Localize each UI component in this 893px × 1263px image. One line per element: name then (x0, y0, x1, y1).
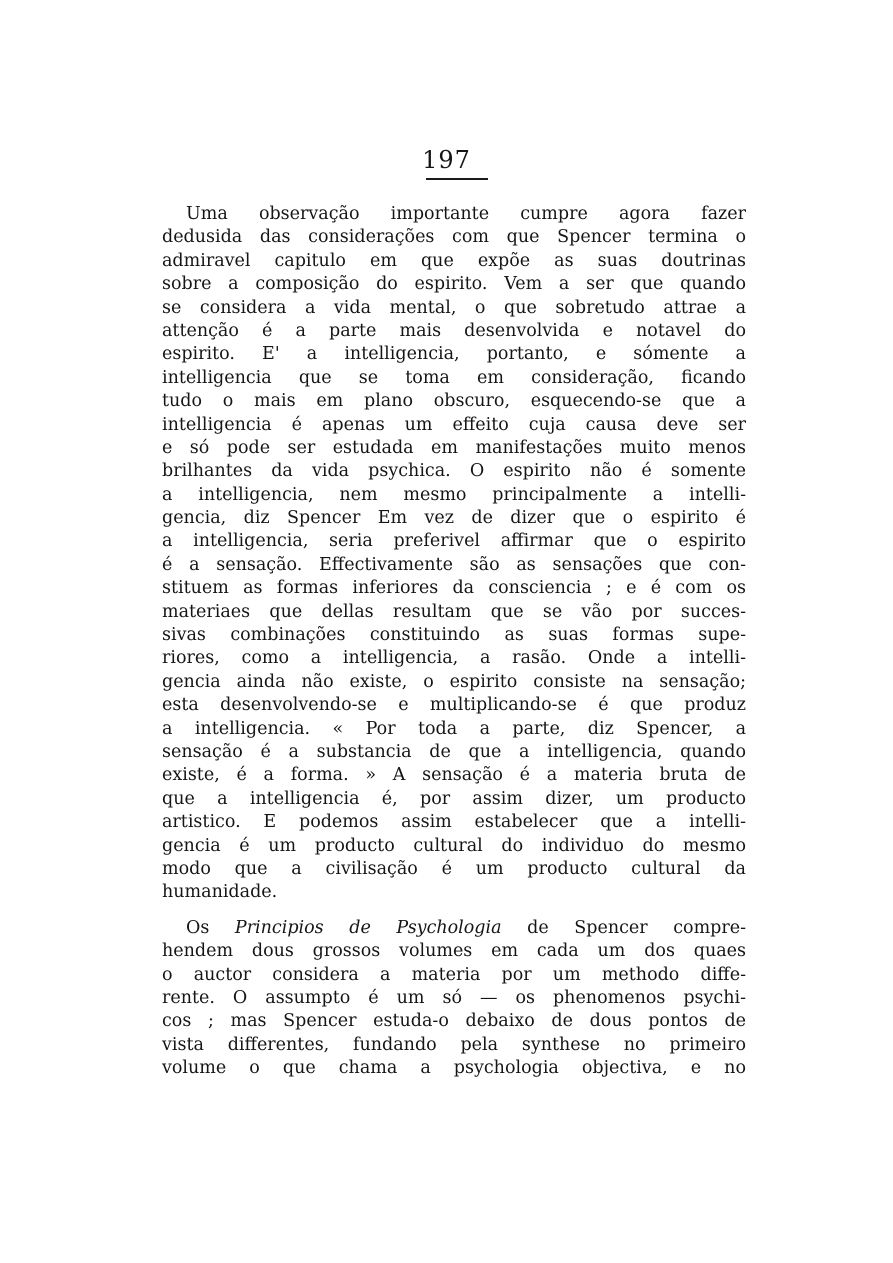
text-line: se considera a vida mental, o que sobretudo attrae a (162, 297, 746, 318)
text-line: volume o que chama a psychologia objectiva, e no (162, 1058, 746, 1079)
text-line: e só pode ser estudada em manifestações muito menos (162, 437, 746, 458)
text-line: existe, é a forma. » A sensação é a materia bruta de (162, 765, 746, 786)
paragraph-2 (162, 917, 746, 1081)
text-line: esta desenvolvendo-se e multiplicando-se é que produz (162, 695, 746, 716)
book-title: Principios de Psychologia (234, 917, 502, 938)
text-line: vista differentes, fundando pela synthese no primeiro (162, 1034, 746, 1055)
text-line: tudo o mais em plano obscuro, esquecendo-se que a (162, 391, 746, 412)
text-line: dedusida das considerações com que Spencer termina o (162, 227, 746, 248)
text-line: é a sensação. Effectivamente são as sensações que con- (162, 554, 746, 575)
text-line: a intelligencia. « Por toda a parte, diz Spencer, a (162, 718, 746, 739)
text-line: a intelligencia, seria preferivel affirmar que o espirito (162, 531, 746, 552)
text-line: intelligencia é apenas um effeito cuja causa deve ser (162, 414, 746, 435)
line-tail-text: de Spencer compre- (501, 917, 746, 938)
text-line: a intelligencia, nem mesmo principalmente a intelli- (162, 484, 746, 505)
text-line: admiravel capitulo em que expõe as suas doutrinas (162, 250, 746, 271)
text-line: riores, como a intelligencia, a rasão. Onde a intelli- (162, 648, 746, 669)
text-line: sivas combinações constituindo as suas formas supe- (162, 625, 746, 646)
paragraph-1 (162, 203, 746, 905)
text-line: Uma observação importante cumpre agora fazer (186, 204, 746, 224)
text-line: espirito. E' a intelligencia, portanto, e sómente a (162, 344, 746, 365)
text-line: hendem dous grossos volumes em cada um dos quaes (162, 941, 746, 962)
text-line: cos ; mas Spencer estuda-o debaixo de dous pontos de (162, 1011, 746, 1032)
text-line: gencia, diz Spencer Em vez de dizer que o espirito é (162, 508, 746, 529)
text-line: humanidade. (162, 882, 278, 903)
body-text (162, 203, 746, 1080)
text-line: sensação é a substancia de que a intelligencia, quando (162, 741, 746, 762)
text-line: intelligencia que se toma em consideração, ficando (162, 367, 746, 388)
text-line-with-title (162, 917, 746, 940)
text-line: stituem as formas inferiores da consciencia ; e é com os (162, 578, 746, 599)
line-lead-text: Os (186, 917, 235, 938)
text-line: attenção é a parte mais desenvolvida e notavel do (162, 320, 746, 341)
text-line: materiaes que dellas resultam que se vão por succes- (162, 601, 746, 622)
text-line: artistico. E podemos assim estabelecer que a intelli- (162, 812, 746, 833)
text-line: rente. O assumpto é um só — os phenomenos psychi- (162, 987, 746, 1008)
page-number: 197 (422, 146, 471, 174)
text-line: brilhantes da vida psychica. O espirito não é somente (162, 461, 746, 482)
text-line: modo que a civilisação é um producto cultural da (162, 858, 746, 879)
text-line: sobre a composição do espirito. Vem a ser que quando (162, 274, 746, 295)
text-line: que a intelligencia é, por assim dizer, um producto (162, 788, 746, 809)
text-line: o auctor considera a materia por um methodo diffe- (162, 964, 746, 985)
page-number-underline (426, 178, 488, 180)
text-line: gencia é um producto cultural do individuo do mesmo (162, 835, 746, 856)
text-line: gencia ainda não existe, o espirito consiste na sensação; (162, 671, 746, 692)
paragraph-spacer (162, 905, 746, 917)
